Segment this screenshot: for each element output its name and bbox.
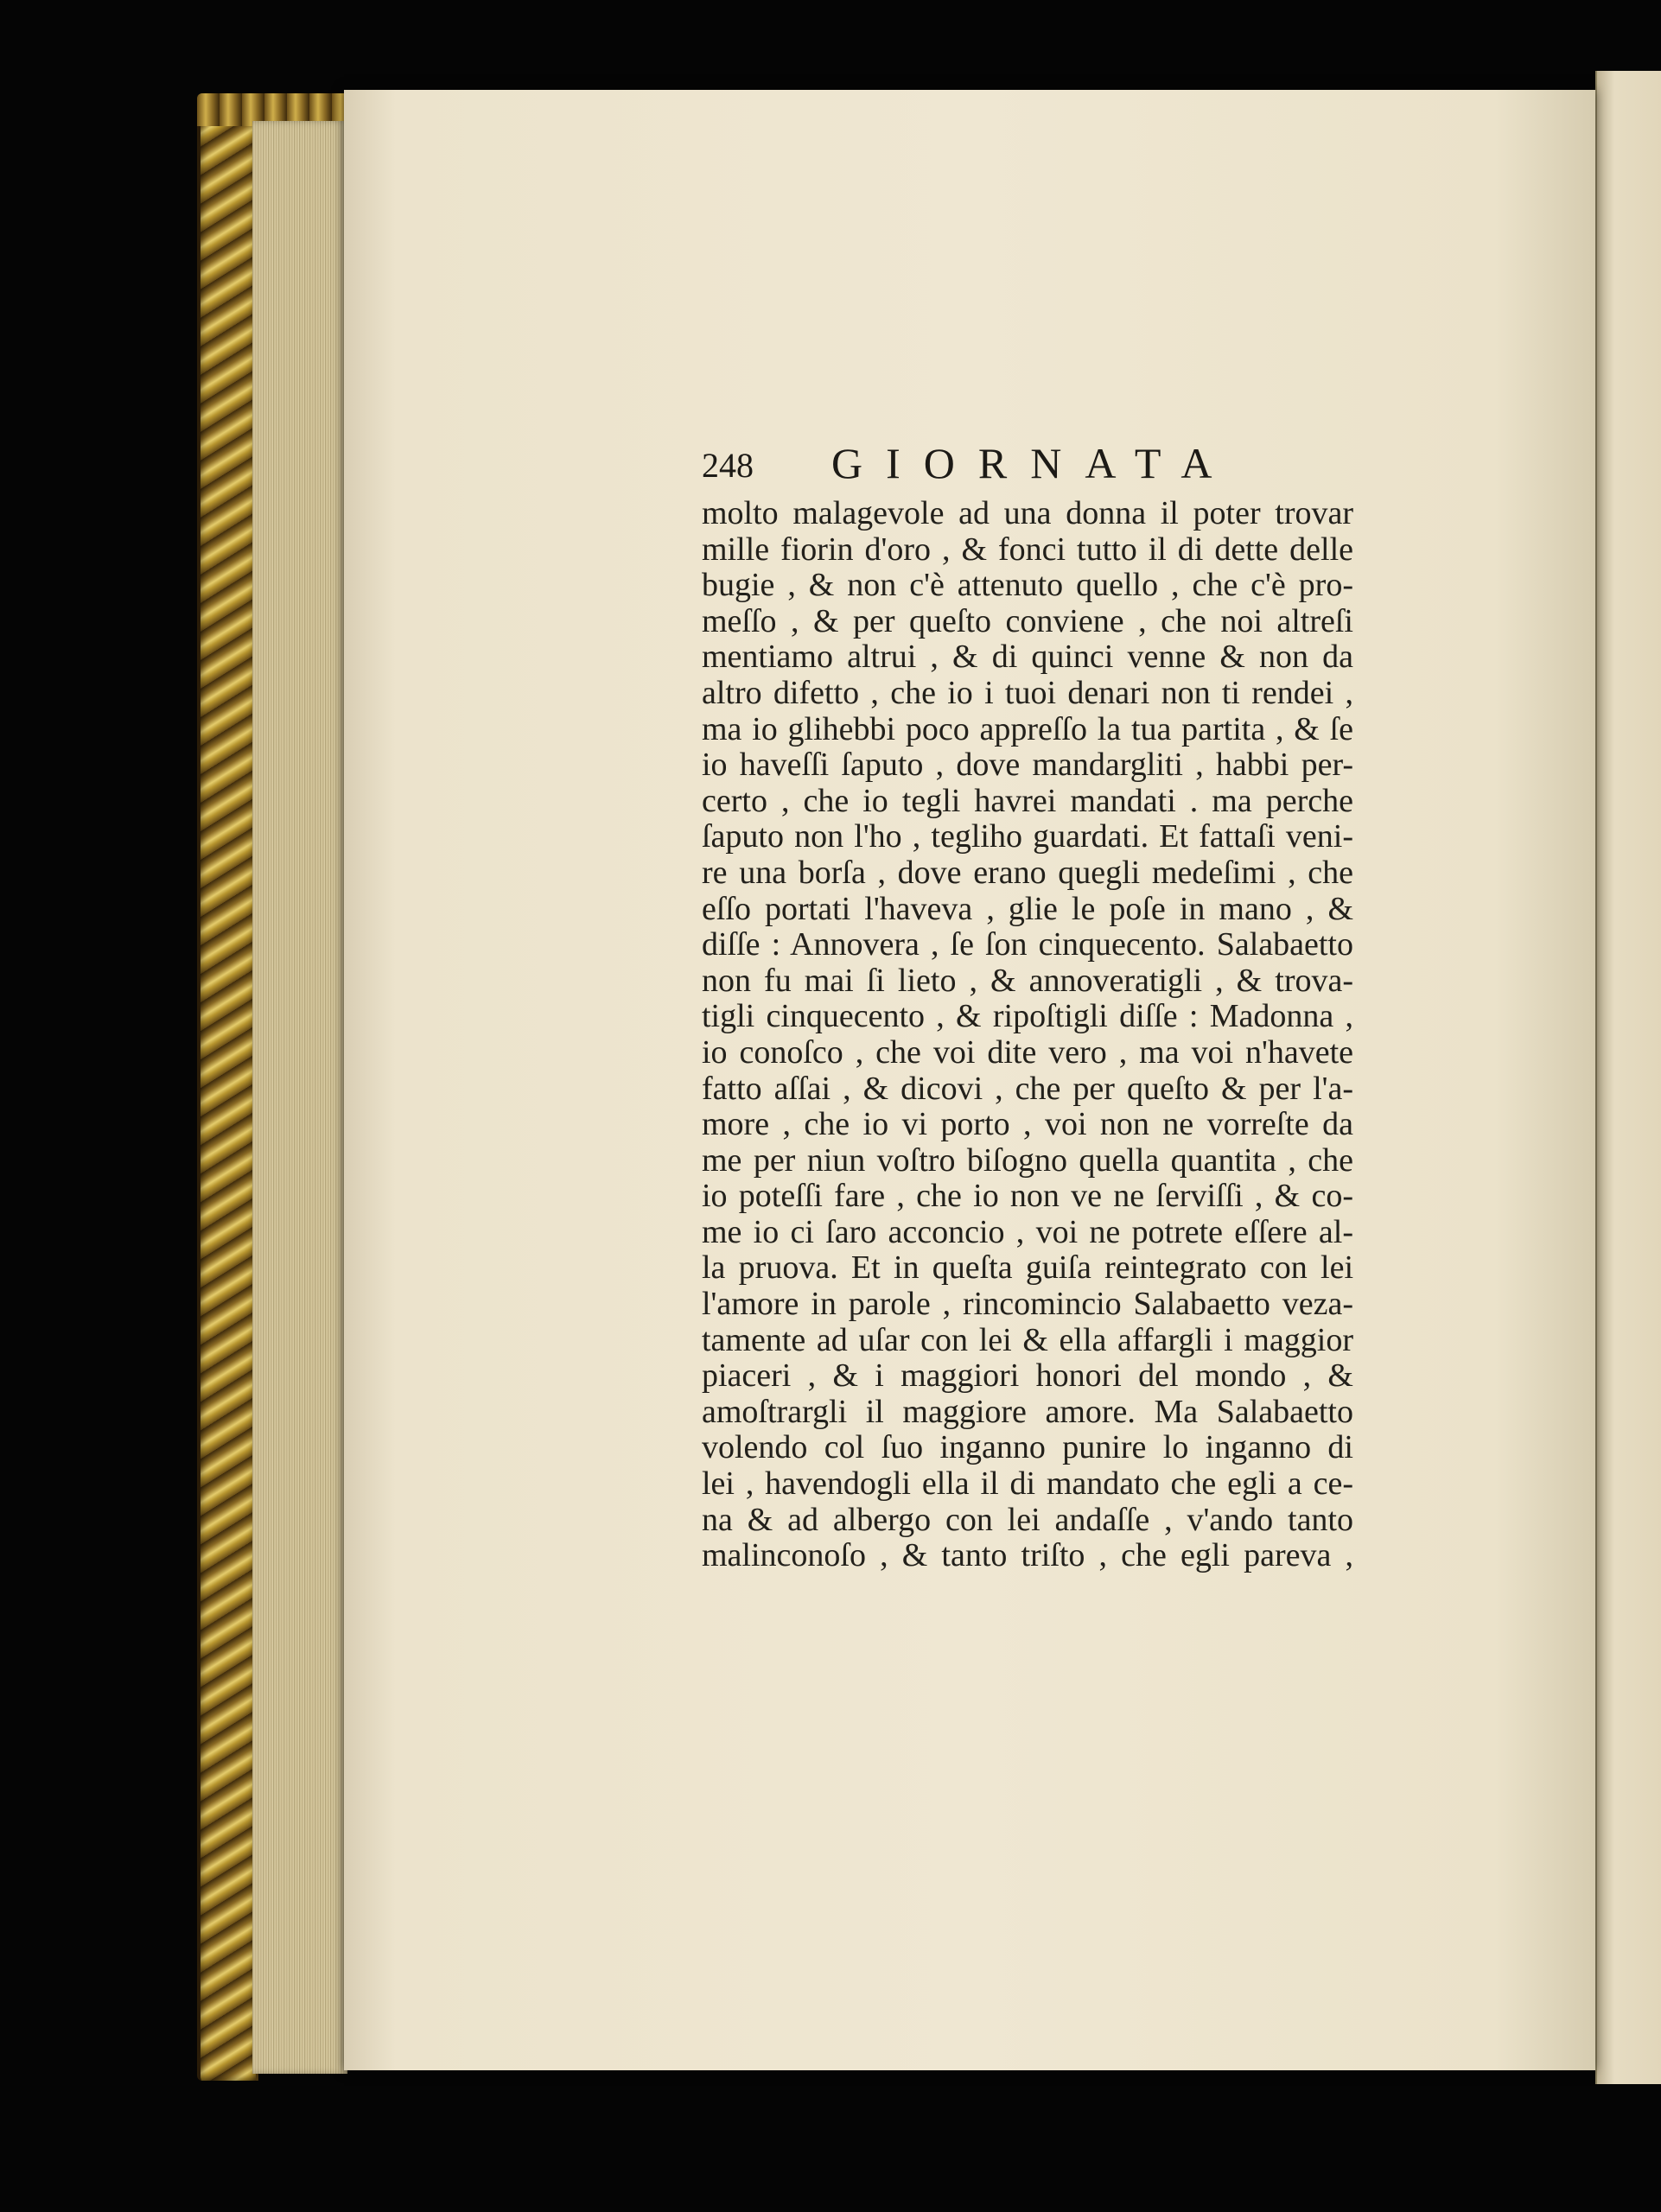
text-line: me per niun voſtro biſogno quella quantita , che [702,1141,1353,1179]
text-line: meſſo , & per queſto conviene , che noi altreſi [702,602,1353,639]
text-line: tamente ad uſar con lei & ella affargli i maggior [702,1321,1353,1358]
text-line: mentiamo altrui , & di quinci venne & non da [702,639,1353,676]
text-line: volendo col ſuo inganno punire lo inganno di [702,1429,1353,1466]
text-line: malinconoſo , & tanto triſto , che egli pareva , [702,1537,1353,1574]
text-line: l'amore in parole , rincomincio Salabaetto veza- [702,1286,1353,1323]
text-line: eſſo portati l'haveva , glie le poſe in mano , & [702,890,1353,927]
text-line: la pruova. Et in queſta guiſa reintegrato con lei [702,1249,1353,1287]
running-title: GIORNATA [831,439,1236,487]
text-line: io poteſſi fare , che io non ve ne ſerviſſi , & co- [702,1178,1353,1215]
text-line: more , che io vi porto , voi non ne vorreſte da [702,1106,1353,1143]
book-binding-gilt-edge [197,93,258,2081]
text-line: mille fiorin d'oro , & fonci tutto il di dette delle [702,531,1353,568]
text-line: amoſtrargli il maggiore amore. Ma Salabaetto [702,1393,1353,1430]
text-line: ſaputo non l'ho , tegliho guardati. Et fattaſi veni- [702,818,1353,855]
page-number: 248 [702,446,754,485]
next-page-edge [1595,71,1661,2084]
page-edges [252,121,347,2074]
text-line: fatto aſſai , & dicovi , che per queſto & per l'a- [702,1070,1353,1107]
text-line: na & ad albergo con lei andaſſe , v'ando tanto [702,1501,1353,1538]
text-line: molto malagevole ad una donna il poter trovar [702,495,1353,531]
text-line: me io ci ſaro acconcio , voi ne potrete eſſere al- [702,1213,1353,1250]
text-line: tigli cinquecento , & ripoſtigli diſſe : Madonna , [702,998,1353,1035]
text-line: certo , che io tegli havrei mandati . ma perche [702,782,1353,819]
text-line: io conoſco , che voi dite vero , ma voi n'havete [702,1033,1353,1071]
running-head [702,437,1238,498]
text-line: io haveſſi ſaputo , dove mandargliti , habbi per- [702,747,1353,784]
text-line: lei , havendogli ella il di mandato che egli a ce- [702,1465,1353,1503]
text-line: re una borſa , dove erano quegli medeſimi , che [702,854,1353,891]
text-line: bugie , & non c'è attenuto quello , che c'è pro- [702,567,1353,604]
text-line: non fu mai ſi lieto , & annoveratigli , & trova- [702,962,1353,999]
text-block [702,496,1353,1574]
text-line: piaceri , & i maggiori honori del mondo , & [702,1357,1353,1395]
text-line: ma io glihebbi poco appreſſo la tua partita , & ſe [702,710,1353,747]
text-line: diſſe : Annovera , ſe ſon cinquecento. Salabaetto [702,926,1353,963]
text-line: altro difetto , che io i tuoi denari non ti rendei , [702,674,1353,711]
